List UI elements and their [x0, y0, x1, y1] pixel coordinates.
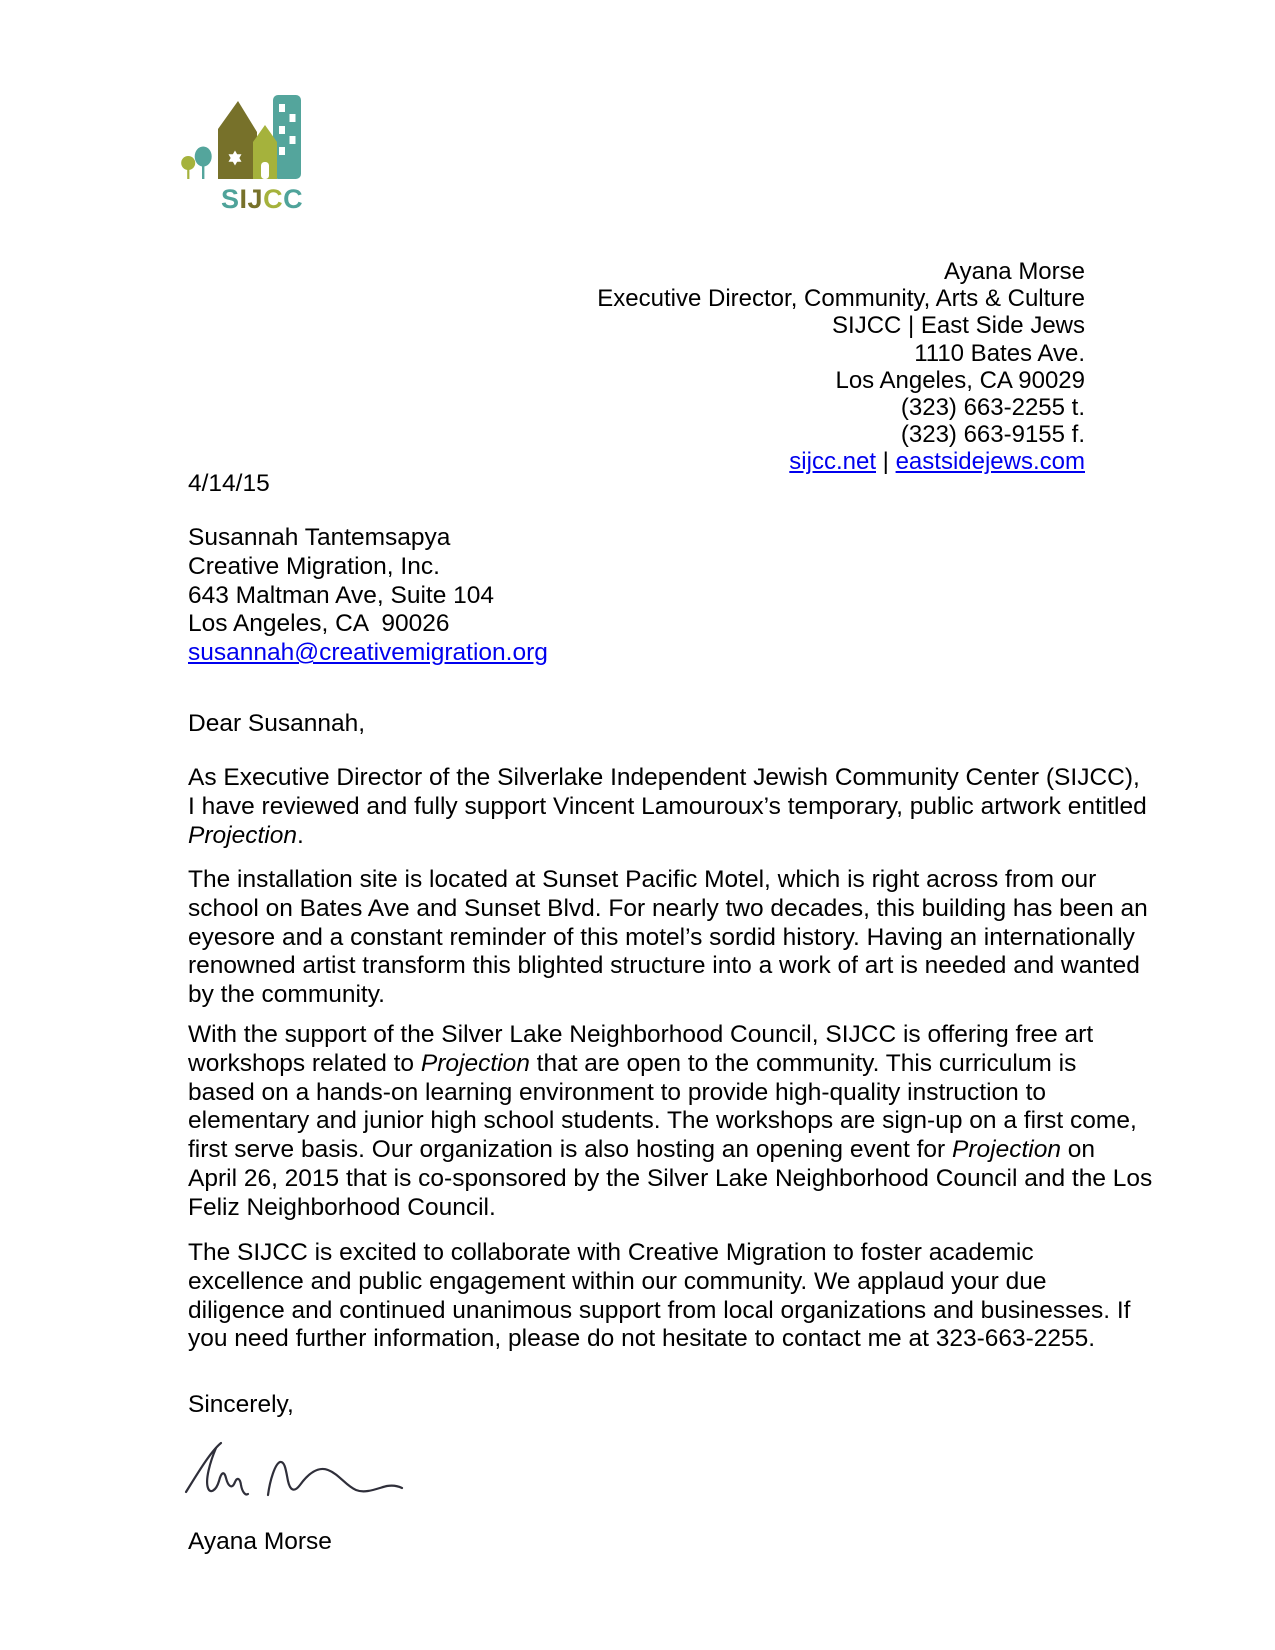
- letter-date: 4/14/15: [188, 470, 270, 497]
- text-line: [597, 421, 1085, 448]
- text-line: [188, 952, 1148, 981]
- signer-name: Ayana Morse: [188, 1528, 332, 1555]
- eastsidejews-link[interactable]: eastsidejews.com: [895, 448, 1085, 476]
- text-line: [188, 1194, 1152, 1223]
- text-segment: by the community.: [188, 981, 385, 1009]
- text-segment: 643 Maltman Ave, Suite 104: [188, 581, 494, 609]
- text-segment: you need further information, please do not hesitate to contact me at 323-663-2255.: [188, 1325, 1096, 1353]
- text-segment: eyesore and a constant reminder of this motel’s sordid history. Having an internationally: [188, 923, 1135, 951]
- text-segment: Projection: [188, 821, 297, 849]
- closing: Sincerely,: [188, 1391, 294, 1418]
- body-paragraph-1: [188, 764, 1147, 850]
- text-line: [597, 367, 1085, 394]
- text-line: [597, 258, 1085, 285]
- text-segment: first serve basis. Our organization is also hosting an opening event for: [188, 1136, 952, 1164]
- text-line: [597, 394, 1085, 421]
- text-line: [188, 1136, 1152, 1165]
- text-segment: Projection: [952, 1136, 1061, 1164]
- text-line: [188, 610, 548, 639]
- text-line: [188, 582, 548, 611]
- text-segment: April 26, 2015 that is co-sponsored by the Silver Lake Neighborhood Council and the Los: [188, 1164, 1153, 1192]
- text-segment: excellence and public engagement within our community. We applaud your due: [188, 1267, 1047, 1295]
- text-segment: Susannah Tantemsapya: [188, 524, 451, 551]
- text-line: [188, 895, 1148, 924]
- text-line: [188, 553, 548, 582]
- text-line: [188, 524, 548, 553]
- sijcc-logo: [175, 92, 305, 214]
- recipient-address: [188, 524, 548, 668]
- logo-letter: C: [283, 184, 304, 214]
- text-line: [188, 822, 1147, 851]
- text-line: [188, 1050, 1152, 1079]
- text-segment: renowned artist transform this blighted structure into a work of art is needed and wanted: [188, 952, 1140, 980]
- text-segment: As Executive Director of the Silverlake Independent Jewish Community Center (SIJCC),: [188, 764, 1140, 791]
- text-segment: 1110 Bates Ave.: [914, 339, 1085, 367]
- text-line: [188, 1268, 1130, 1297]
- body-paragraph-2: [188, 866, 1148, 1010]
- text-line: [188, 1107, 1152, 1136]
- text-segment: Projection: [420, 1049, 530, 1077]
- text-line: [188, 639, 548, 668]
- sijcc-logo-graphic: [175, 92, 305, 182]
- text-segment: With the support of the Silver Lake Neighborhood Council, SIJCC is offering free art: [188, 1021, 1094, 1048]
- text-segment: Los Angeles, CA 90026: [188, 610, 450, 638]
- text-segment: school on Bates Ave and Sunset Blvd. For nearly two decades, this building has been an: [188, 894, 1148, 922]
- text-segment: Ayana Morse: [944, 258, 1085, 285]
- text-segment: Creative Migration, Inc.: [188, 552, 440, 580]
- text-line: [188, 924, 1148, 953]
- text-segment: Los Angeles, CA 90029: [835, 366, 1085, 394]
- text-line: [597, 448, 1085, 475]
- text-line: [188, 1325, 1130, 1354]
- text-line: [188, 793, 1147, 822]
- susannah-email-link[interactable]: susannah@creativemigration.org: [188, 639, 548, 667]
- text-segment: The SIJCC is excited to collaborate with Creative Migration to foster academic: [188, 1239, 1034, 1266]
- text-segment: Executive Director, Community, Arts & Culture: [597, 285, 1085, 313]
- logo-letter: S: [221, 184, 240, 214]
- sender-info: [597, 258, 1085, 476]
- body-paragraph-3: [188, 1021, 1152, 1223]
- big-house-shape: [218, 101, 257, 179]
- text-line: [188, 866, 1148, 895]
- text-line: [188, 764, 1147, 793]
- sijcc-logo-text: [221, 184, 305, 214]
- text-segment: based on a hands-on learning environment to provide high-quality instruction to: [188, 1078, 1047, 1106]
- text-segment: on: [1060, 1136, 1096, 1164]
- sijcc-net-link[interactable]: sijcc.net: [789, 448, 876, 476]
- text-segment: I have reviewed and fully support Vincent Lamouroux’s temporary, public artwork entitled: [188, 792, 1147, 820]
- text-segment: (323) 663-2255 t.: [900, 394, 1085, 422]
- text-segment: diligence and continued unanimous support from local organizations and businesses. If: [188, 1296, 1131, 1324]
- text-line: [597, 312, 1085, 339]
- text-segment: .: [296, 821, 304, 849]
- text-segment: that are open to the community. This curriculum is: [529, 1049, 1077, 1077]
- logo-letter: C: [263, 184, 284, 214]
- text-segment: The installation site is located at Sunset Pacific Motel, which is right across from our: [188, 866, 1097, 893]
- text-line: [188, 1239, 1130, 1268]
- text-line: [188, 1021, 1152, 1050]
- text-line: [597, 285, 1085, 312]
- logo-letter: J: [247, 184, 264, 214]
- text-line: [188, 1165, 1152, 1194]
- salutation: Dear Susannah,: [188, 710, 366, 737]
- text-segment: elementary and junior high school students. The workshops are sign-up on a first come,: [188, 1107, 1137, 1135]
- text-line: [597, 340, 1085, 367]
- tree-icons: [181, 147, 212, 180]
- building-shape: [273, 95, 301, 179]
- text-segment: |: [876, 448, 896, 476]
- text-segment: workshops related to: [188, 1049, 421, 1077]
- text-segment: Feliz Neighborhood Council.: [188, 1193, 496, 1221]
- signature-image: [182, 1438, 410, 1502]
- text-line: [188, 981, 1148, 1010]
- text-line: [188, 1297, 1130, 1326]
- body-paragraph-4: [188, 1239, 1130, 1354]
- text-line: [188, 1079, 1152, 1108]
- text-segment: (323) 663-9155 f.: [900, 421, 1085, 449]
- text-segment: SIJCC | East Side Jews: [832, 312, 1085, 340]
- logo-letter: I: [239, 184, 248, 214]
